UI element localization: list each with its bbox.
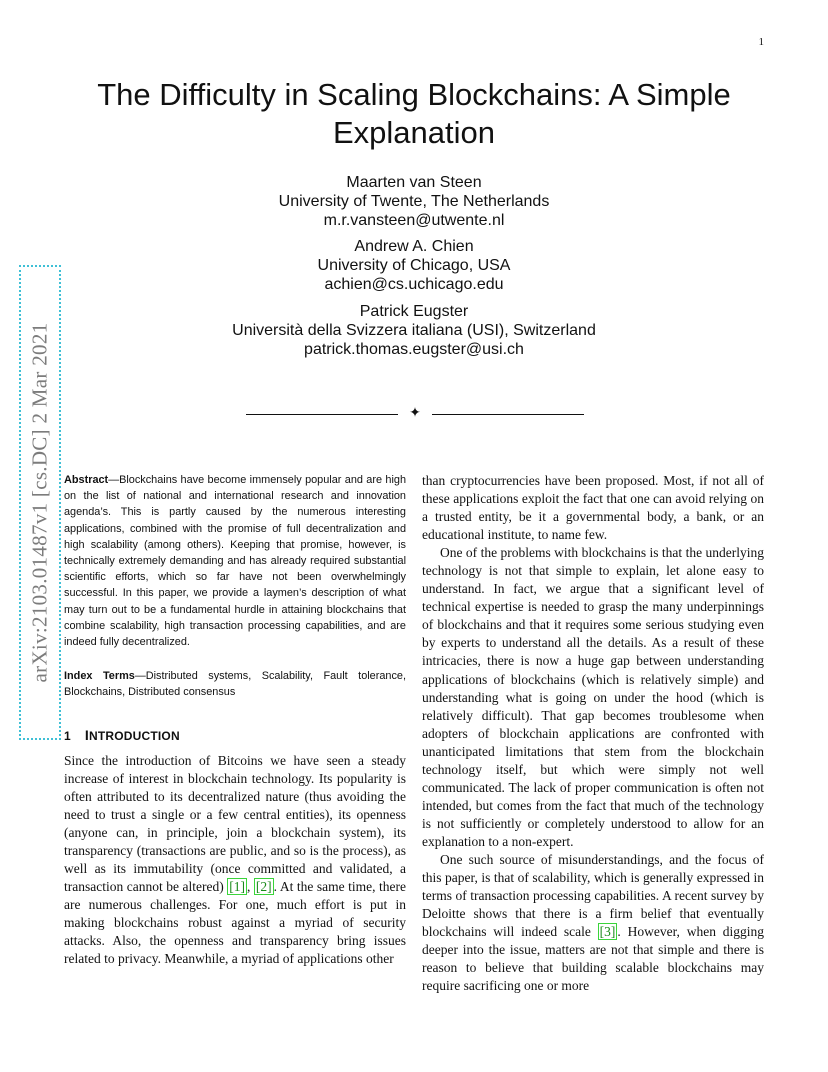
section-heading	[64, 727, 406, 744]
abstract	[64, 472, 406, 650]
author-name: Patrick Eugster	[359, 303, 469, 320]
paragraph-text: Since the introduction of Bitcoins we have seen a steady increase of interest in blockchain technology. Its popularity is often attributed to its decentralized nature (thus avoiding the need to trust a single or a few central entities), its openness (anyone can, in principle, join a blockchain system), its transparency (transactions are public, and so is the process), as well as its immutability (once committed and validated, a transaction cannot be altered)	[64, 752, 406, 894]
arxiv-stamp[interactable]	[19, 265, 61, 740]
arxiv-identifier: arXiv:2103.01487v1 [cs.DC] 2 Mar 2021	[27, 322, 52, 683]
section-title-initial: I	[84, 726, 89, 743]
section-title-rest: NTRODUCTION	[88, 728, 180, 743]
paragraph-text: One such source of misunderstandings, and the focus of this paper, is that of scalability, which is generally expressed in terms of transaction processing capabilities. A recent survey by Deloitte shows that there is a firm belief that eventually blockchains will indeed scale	[422, 851, 764, 940]
intro-paragraph-1-continued: than cryptocurrencies have been proposed. Most, if not all of these applications exploit the fact that one can avoid relying on a trusted entity, be it a governmental body, a bank, or an educational institute, to name few.	[422, 473, 764, 543]
paragraph-text: ,	[247, 878, 254, 894]
title-separator	[246, 404, 584, 424]
author-block	[150, 173, 678, 230]
author-email: achien@cs.uchicago.edu	[324, 276, 504, 293]
author-name: Maarten van Steen	[346, 174, 482, 191]
intro-paragraph-3	[422, 851, 764, 995]
index-terms-label: Index Terms	[64, 670, 135, 683]
intro-paragraph-2: One of the problems with blockchains is that the underlying technology is not that simple to explain, let alone easy to understand. In fact, we argue that a significant level of technical expertise is needed to grasp the many underpinnings of blockchains and that it requires some serious studying even by experts to understand all the details. As a result of these intricacies, there is now a huge gap between understanding applications of blockchains (which is relatively simple) and understanding what is going on under the hood (which is relatively difficult). That gap becomes troublesome when adopters of blockchain applications are confronted with unanticipated limitations that stem from the blockchain technology itself, but which were simply not well communicated. The lack of proper communication is often not intended, but comes from the fact that much of the technology is not sufficiently or completely understood to allow for an explanation to a non-expert.	[422, 545, 764, 849]
index-terms-text: —Distributed systems, Scalability, Fault tolerance, Blockchains, Distributed consensus	[64, 670, 406, 699]
author-email: patrick.thomas.eugster@usi.ch	[304, 341, 524, 358]
author-affiliation: University of Twente, The Netherlands	[278, 193, 550, 210]
section-number: 1	[64, 728, 71, 743]
author-affiliation: Università della Svizzera italiana (USI), Switzerland	[232, 322, 596, 339]
author-block	[150, 237, 678, 294]
paragraph-text: . However, when digging deeper into the issue, matters are not that simple and there is reason to believe that building scalable blockchains may require sacrificing one or more	[422, 924, 764, 994]
author-affiliation: University of Chicago, USA	[317, 257, 511, 274]
intro-paragraph-1	[64, 752, 406, 969]
author-email: m.r.vansteen@utwente.nl	[323, 212, 505, 229]
author-name: Andrew A. Chien	[354, 238, 474, 255]
citation-link[interactable]: [1]	[229, 878, 246, 894]
paragraph-text: . At the same time, there are numerous challenges. For one, much effort is put in making blockchains robust against a myriad of security attacks. Also, the openness and transparency bring issues related to privacy. Meanwhile, a myriad of applications other	[64, 878, 406, 967]
author-block	[150, 302, 678, 359]
left-column	[64, 472, 406, 968]
page-number: 1	[758, 36, 764, 48]
citation-link[interactable]: [2]	[255, 878, 272, 894]
right-column	[422, 472, 764, 995]
separator-rule-right	[432, 414, 584, 415]
index-terms	[64, 668, 406, 700]
abstract-label: Abstract	[64, 474, 109, 486]
citation-link[interactable]: [3]	[599, 924, 616, 940]
separator-rule-left	[246, 414, 398, 415]
paper-title: The Difficulty in Scaling Blockchains: A Simple Explanation	[97, 77, 731, 150]
abstract-text: —Blockchains have become immensely popular and are high on the list of national and international research and innovation agenda’s. This is partly caused by the numerous interesting applications, combined with the promise of full decentralization and high scalability (among others). Keeping that promise, however, is technically extremely demanding and has already required substantial scientific efforts, which so far have not been overwhelmingly successful. In this paper, we provide a laymen’s description of what may turn out to be a fundamental hurdle in attaining blockchains that combine scalability, high transaction processing capabilities, and are indeed fully decentralized.	[64, 474, 406, 649]
diamond-ornament-icon: ✦	[409, 406, 421, 421]
